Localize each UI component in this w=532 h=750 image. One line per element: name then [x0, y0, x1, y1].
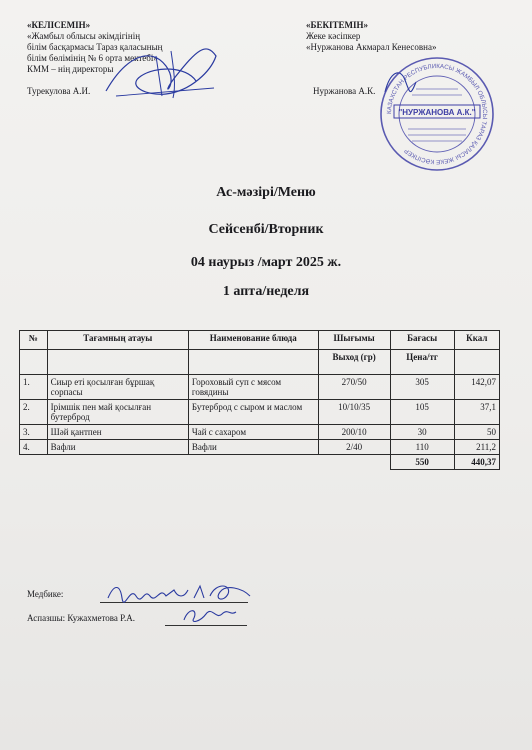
org-line-1: «Жамбыл облысы әкімдігінің — [27, 31, 141, 41]
cook-label: Аспазшы: Кужахметова Р.А. — [27, 613, 136, 623]
org-line-3: білім бөлімінің № 6 орта мектебі» — [27, 53, 158, 63]
table-row: 1. Сиыр еті қосылған бұршақ сорпасы Гороховый суп с мясом говядины 270/50 305 142,07 — [20, 375, 500, 400]
table-header-row — [20, 331, 500, 350]
total-price: 550 — [390, 455, 454, 470]
table-row: 3. Шәй қантпен Чай с сахаром 200/10 30 50 — [20, 425, 500, 440]
menu-title: Ас-мәзірі/Меню — [216, 185, 316, 200]
header-name-kz: Тағамның атауы — [47, 331, 188, 350]
org-line-2: білім басқармасы Тараз қаласының — [27, 42, 163, 52]
day-title: Сейсенбі/Вторник — [208, 222, 324, 237]
stamp-ring-text: КАЗАХСТАН РЕСПУБЛИКАСЫ ЖАМБЫЛ ОБЛЫСЫ ТАРАЗ ҚАЛАСЫ ЖЕКЕ КӘСІПКЕР — [385, 62, 489, 166]
header-kcal: Ккал — [454, 331, 499, 350]
header-name-ru: Наименование блюда — [188, 331, 318, 350]
total-kcal: 440,37 — [454, 455, 499, 470]
subheader-output: Выход (гр) — [318, 350, 390, 375]
medic-signature — [104, 580, 254, 606]
stamp-center-text: "НУРЖАНОВА А.К." — [398, 108, 476, 117]
cook-signature — [180, 606, 240, 626]
entrepreneur-line-1: Жеке кәсіпкер — [306, 31, 361, 41]
entrepreneur-name: Нуржанова А.К. — [313, 86, 376, 96]
round-stamp — [378, 55, 496, 173]
header-price: Бағасы — [390, 331, 454, 350]
org-line-4: КММ – нің директоры — [27, 64, 114, 74]
header-no: № — [20, 331, 48, 350]
date-title: 04 наурыз /март 2025 ж. — [190, 255, 342, 270]
table-row: 2. Ірімшік пен май қосылған бутерброд Бутерброд с сыром и маслом 10/10/35 105 37,1 — [20, 400, 500, 425]
menu-table — [19, 330, 500, 470]
director-signature — [96, 36, 226, 106]
entrepreneur-line-2: «Нуржанова Акмарал Кенесовна» — [306, 42, 437, 52]
table-total-row — [20, 455, 500, 470]
header-output: Шығымы — [318, 331, 390, 350]
medic-label: Медбике: — [27, 589, 64, 599]
approval-block-right — [306, 20, 516, 53]
subheader-price: Цена/тг — [390, 350, 454, 375]
table-row: 4. Вафли Вафли 2/40 110 211,2 — [20, 440, 500, 455]
table-subheader-row — [20, 350, 500, 375]
approved-label: «БЕКІТЕМІН» — [306, 20, 368, 30]
director-name: Турекулова А.И. — [27, 86, 91, 96]
agreed-label: «КЕЛІСЕМІН» — [27, 20, 91, 30]
week-title: 1 апта/неделя — [222, 284, 310, 299]
